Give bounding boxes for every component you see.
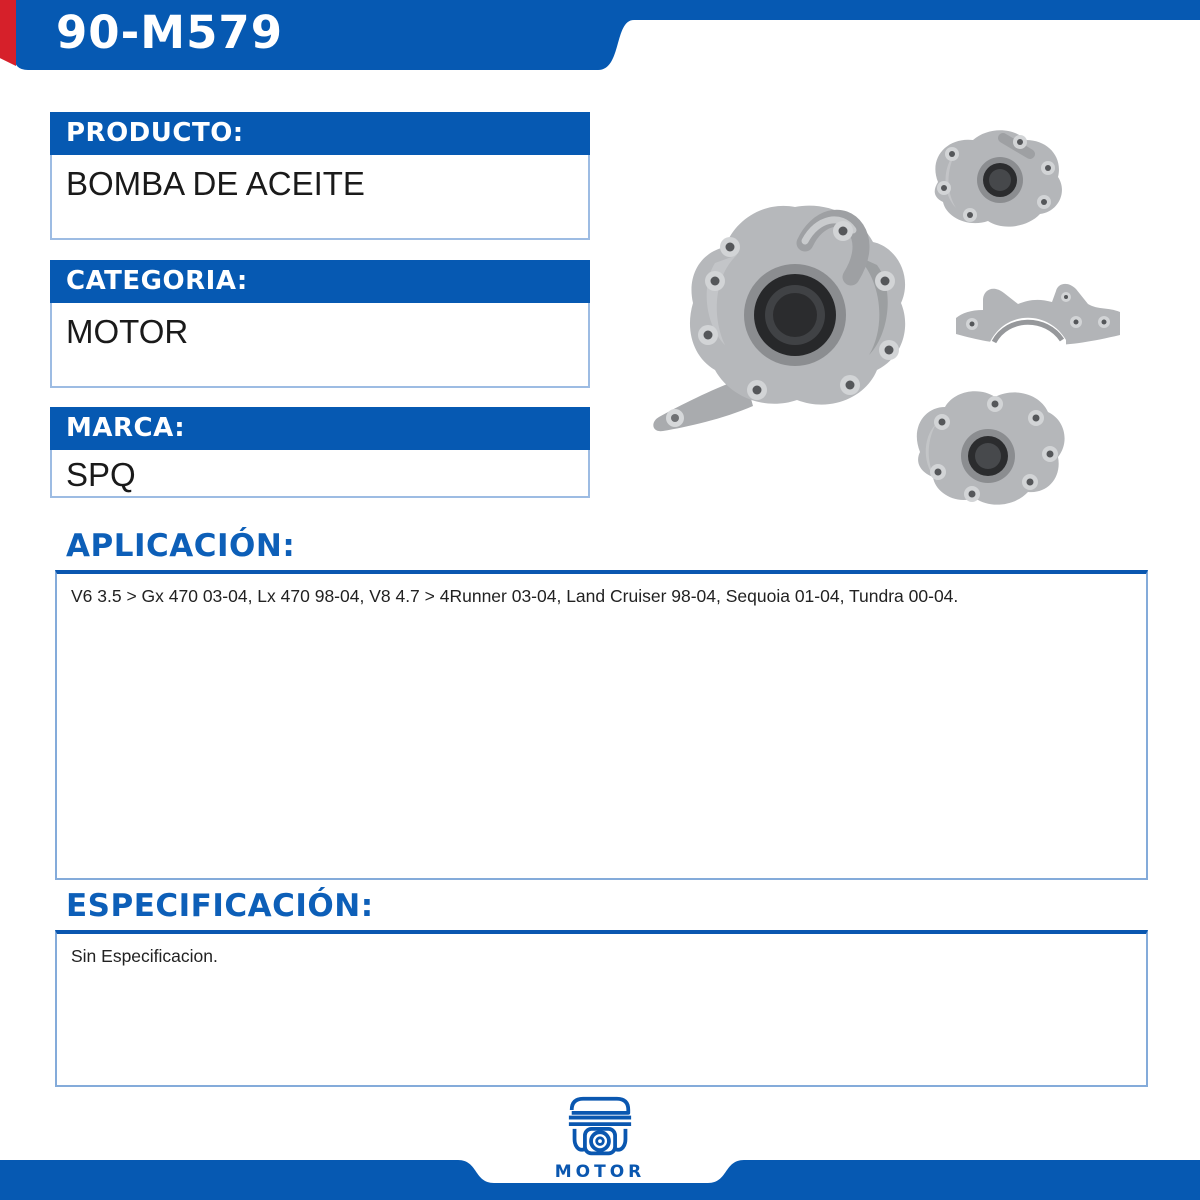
marca-value: SPQ: [50, 450, 590, 498]
categoria-value: MOTOR: [50, 303, 590, 388]
product-photo-collage: [620, 100, 1200, 530]
field-producto: [50, 112, 590, 240]
footer-category-label: MOTOR: [554, 1162, 646, 1182]
red-ribbon-accent: [0, 0, 16, 66]
marca-label: MARCA:: [50, 407, 590, 450]
aplicacion-box: [55, 570, 1148, 880]
oil-pump-side-view: [948, 272, 1128, 360]
especificacion-text: Sin Especificacion.: [71, 946, 218, 966]
field-marca: [50, 407, 590, 498]
oil-pump-top-view: [908, 122, 1078, 240]
aplicacion-heading: APLICACIÓN:: [66, 528, 296, 564]
oil-pump-bottom-view: [900, 382, 1075, 514]
producto-value: BOMBA DE ACEITE: [50, 155, 590, 240]
aplicacion-text: V6 3.5 > Gx 470 03-04, Lx 470 98-04, V8 4.7 > 4Runner 03-04, Land Cruiser 98-04, Sequoia 01-04, Tundra 00-04.: [71, 586, 959, 606]
especificacion-heading: ESPECIFICACIÓN:: [66, 888, 374, 924]
especificacion-box: [55, 930, 1148, 1087]
field-categoria: [50, 260, 590, 388]
categoria-label: CATEGORIA:: [50, 260, 590, 303]
piston-icon: [562, 1094, 638, 1160]
producto-label: PRODUCTO:: [50, 112, 590, 155]
part-number: 90-M579: [56, 6, 284, 59]
